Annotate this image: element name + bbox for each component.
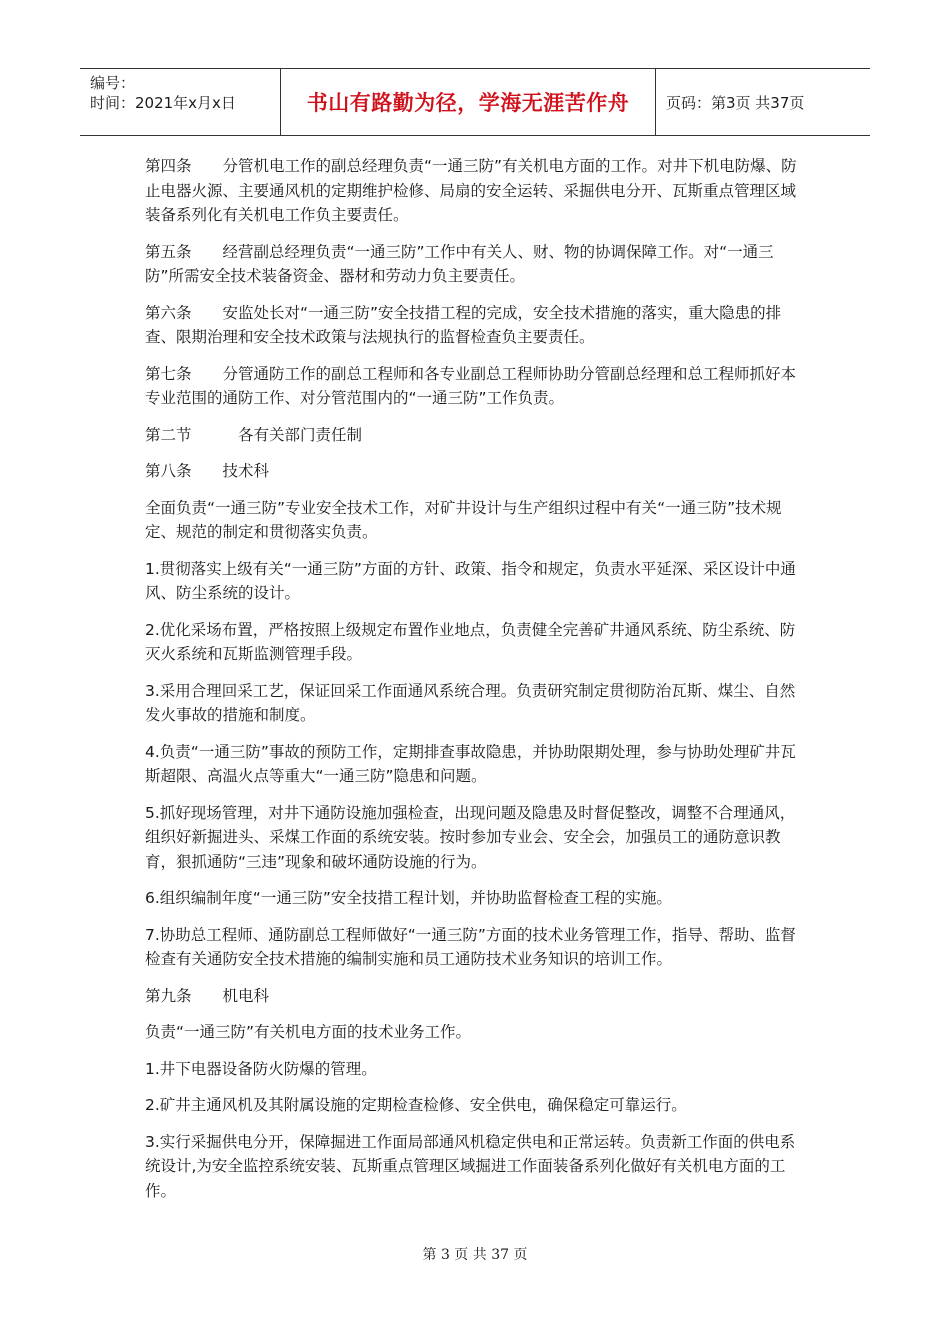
header-motto: 书山有路勤为径，学海无涯苦作舟 — [281, 69, 656, 135]
article-9-intro: 负责“一通三防”有关机电方面的技术业务工作。 — [145, 1023, 472, 1041]
article-9-heading: 第九条 机电科 — [145, 986, 270, 1005]
header-page-number: 页码：第3页 共37页 — [666, 93, 805, 112]
document-body — [145, 154, 810, 1215]
document-date: 时间：2021年x月x日 — [90, 94, 236, 112]
page-footer: 第 3 页 共 37 页 — [422, 1247, 528, 1263]
article-8-item-6: 6.组织编制年度“一通三防”安全技措工程计划，并协助监督检查工程的实施。 — [145, 889, 672, 907]
document-header — [80, 68, 870, 136]
section-2-heading: 第二节 各有关部门责任制 — [145, 425, 363, 444]
document-number-label: 编号： — [90, 74, 136, 92]
header-meta — [80, 69, 281, 135]
article-6: 第六条 安监处长对“一通三防”安全技措工程的完成，安全技术措施的落实，重大隐患的排查、限期治理和安全技术政策与法规执行的监督检查负主要责任。 — [145, 303, 782, 346]
article-9-item-2: 2.矿井主通风机及其附属设施的定期检查检修、安全供电，确保稳定可靠运行。 — [145, 1096, 687, 1114]
article-8-item-7: 7.协助总工程师、通防副总工程师做好“一通三防”方面的技术业务管理工作，指导、帮助、监督检查有关通防安全技术措施的编制实施和员工通防技术业务知识的培训工作。 — [145, 925, 796, 968]
article-8-intro: 全面负责“一通三防”专业安全技术工作，对矿井设计与生产组织过程中有关“一通三防”技术规定、规范的制定和贯彻落实负责。 — [145, 498, 782, 541]
article-7: 第七条 分管通防工作的副总工程师和各专业副总工程师协助分管副总经理和总工程师抓好本专业范围的通防工作、对分管范围内的“一通三防”工作负责。 — [145, 364, 797, 407]
article-8-item-3: 3.采用合理回采工艺，保证回采工作面通风系统合理。负责研究制定贯彻防治瓦斯、煤尘、自然发火事故的措施和制度。 — [145, 681, 796, 724]
article-8-item-1: 1.贯彻落实上级有关“一通三防”方面的方针、政策、指令和规定，负责水平延深、采区设计中通风、防尘系统的设计。 — [145, 559, 796, 602]
article-4: 第四条 分管机电工作的副总经理负责“一通三防”有关机电方面的工作。对井下机电防爆、防止电器火源、主要通风机的定期维护检修、局扇的安全运转、采掘供电分开、瓦斯重点管理区域装备系列化有关机电工作负主要责任。 — [145, 157, 797, 224]
article-8-item-5: 5.抓好现场管理，对井下通防设施加强检查，出现问题及隐患及时督促整改，调整不合理通风，组织好新掘进头、采煤工作面的系统安装。按时参加专业会、安全会，加强员工的通防意识教育，狠抓通防“三违”现象和破坏通防设施的行为。 — [145, 803, 796, 871]
article-8-item-2: 2.优化采场布置，严格按照上级规定布置作业地点，负责健全完善矿井通风系统、防尘系统、防灭火系统和瓦斯监测管理手段。 — [145, 620, 796, 663]
article-9-item-3: 3.实行采掘供电分开，保障掘进工作面局部通风机稳定供电和正常运转。负责新工作面的供电系统设计,为安全监控系统安装、瓦斯重点管理区域掘进工作面装备系列化做好有关机电方面的工作。 — [145, 1132, 796, 1200]
article-8-heading: 第八条 技术科 — [145, 462, 270, 480]
article-5: 第五条 经营副总经理负责“一通三防”工作中有关人、财、物的协调保障工作。对“一通三防”所需安全技术装备资金、器材和劳动力负主要责任。 — [145, 242, 774, 285]
article-9-item-1: 1.井下电器设备防火防爆的管理。 — [145, 1059, 377, 1078]
article-8-item-4: 4.负责“一通三防”事故的预防工作，定期排查事故隐患，并协助限期处理，参与协助处理矿井瓦斯超限、高温火点等重大“一通三防”隐患和问题。 — [145, 742, 796, 785]
